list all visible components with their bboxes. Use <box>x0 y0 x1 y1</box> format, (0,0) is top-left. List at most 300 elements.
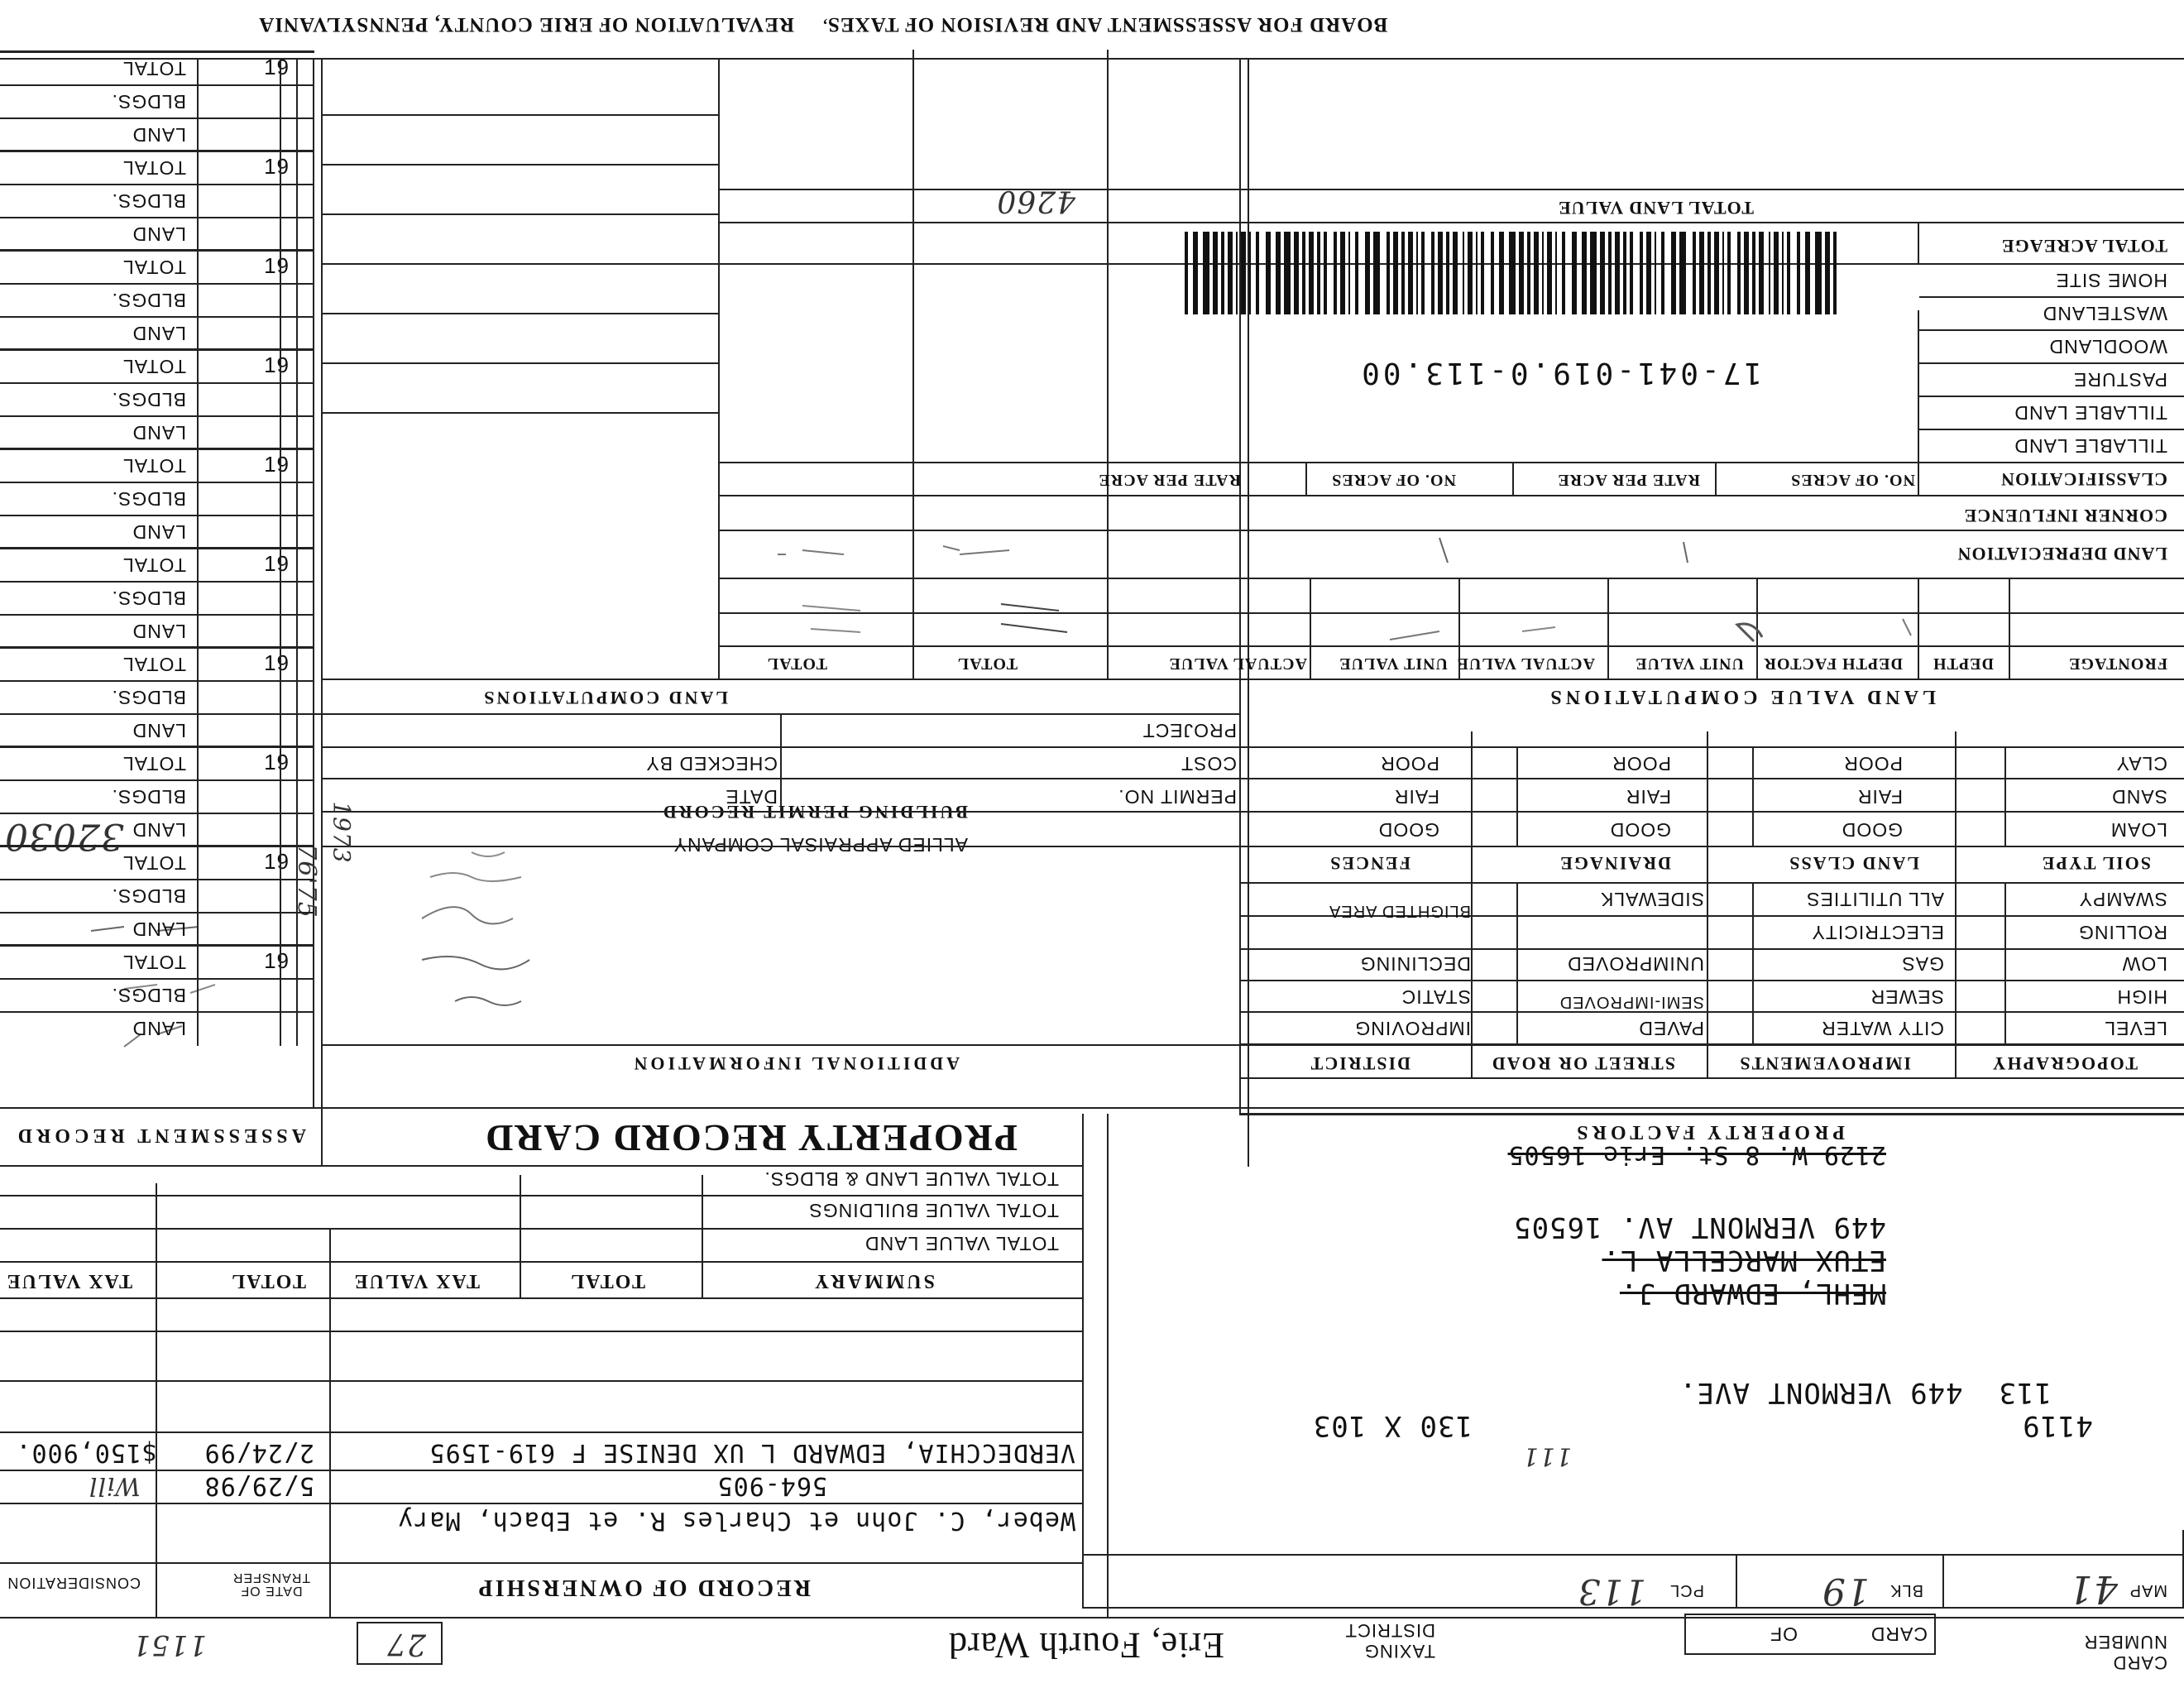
barcode-bar <box>1590 232 1597 314</box>
rule <box>720 189 2184 190</box>
barcode-bar <box>1699 232 1704 314</box>
assessment-row-rule <box>0 1011 314 1013</box>
assessment-row-rule <box>0 713 314 715</box>
land-class-poor: POOR <box>1843 753 1903 774</box>
summary-total-label: TOTAL <box>569 1270 645 1292</box>
checked-by-label: CHECKED BY <box>645 753 778 774</box>
summary-row-land: TOTAL VALUE LAND <box>864 1233 1059 1254</box>
district-code: 27 <box>386 1627 426 1661</box>
divider <box>321 58 323 1167</box>
col-unit-value-1: UNIT VALUE <box>1635 655 1744 673</box>
assessment-row-rule <box>0 515 314 516</box>
assessment-row-label: BLDGS. <box>111 687 186 708</box>
card-of-box <box>1684 1614 1936 1655</box>
rule <box>323 164 720 165</box>
rule <box>1241 746 2184 748</box>
topo-swampy: SWAMPY <box>2078 889 2167 910</box>
assessment-row-rule <box>0 316 314 318</box>
assessment-row-label: BLDGS. <box>111 91 186 113</box>
map-label: MAP <box>2129 1581 2167 1599</box>
assessment-year-prefix: 19 <box>264 154 290 179</box>
card-label: CARD <box>1870 1623 1928 1645</box>
card-number-label: CARD NUMBER <box>2083 1631 2167 1673</box>
district-code-handwritten: 1151 <box>132 1628 207 1662</box>
divider <box>313 58 314 1109</box>
street-unimproved: UNIMPROVED <box>1567 953 1704 975</box>
barcode-bar <box>1476 232 1478 314</box>
assessment-row-label: TOTAL <box>122 157 186 179</box>
blk-label: BLK <box>1889 1581 1923 1599</box>
class-home-site: HOME SITE <box>2055 270 2167 291</box>
assessment-year-handwritten: 76'75 <box>292 844 322 918</box>
rule <box>1919 296 2184 298</box>
barcode-bar <box>1623 232 1626 314</box>
parcel-barcode <box>1158 223 1861 314</box>
soil-sand: SAND <box>2111 786 2167 808</box>
assessment-row-rule <box>0 382 314 384</box>
assessment-year-prefix: 19 <box>264 551 290 576</box>
barcode-bar <box>1256 232 1259 314</box>
assessment-row-label: BLDGS. <box>111 885 186 907</box>
land-class-label: LAND CLASS <box>1788 853 1919 874</box>
owner-row-2-date: 5/29/98 <box>204 1471 314 1500</box>
col-depth-factor: DEPTH FACTOR <box>1763 655 1903 673</box>
land-computations-title: LAND COMPUTATIONS <box>481 688 728 708</box>
rule <box>323 746 1241 748</box>
consideration-label: CONSIDERATION <box>7 1575 141 1591</box>
permit-cost-label: COST <box>1181 753 1237 774</box>
barcode-bar <box>1582 232 1587 314</box>
col-depth: DEPTH <box>1933 655 1994 673</box>
assessment-row-label: LAND <box>132 819 186 841</box>
barcode-bar <box>1805 232 1810 314</box>
owner-row-3-consideration: $150,900. <box>15 1438 157 1467</box>
barcode-bar <box>1491 232 1494 314</box>
rule <box>0 1562 1084 1564</box>
rule <box>1241 948 2184 950</box>
rule <box>0 1470 1084 1471</box>
rule <box>1919 429 2184 430</box>
class-wasteland: WASTELAND <box>2042 303 2167 324</box>
barcode-bar <box>1815 232 1822 314</box>
assessment-row-label: LAND <box>132 918 186 940</box>
divider <box>1512 463 1514 496</box>
barcode-bar <box>1527 232 1530 314</box>
rule <box>1241 882 2184 884</box>
map-value: 41 <box>2067 1567 2118 1612</box>
assessment-row-label: BLDGS. <box>111 985 186 1006</box>
assessment-row-label: TOTAL <box>122 58 186 79</box>
rule <box>0 1431 1084 1433</box>
col-unit-value-2: UNIT VALUE <box>1339 655 1448 673</box>
topo-low: LOW <box>2121 953 2167 975</box>
owner-line-1: MEHL, EDWARD J. <box>1619 1277 1886 1310</box>
divider <box>1918 310 1919 496</box>
rule <box>1084 1554 2184 1556</box>
district-improving: IMPROVING <box>1354 1018 1471 1039</box>
barcode-bar <box>1714 232 1719 314</box>
soil-loam: LOAM <box>2110 819 2167 841</box>
barcode-bar <box>1825 232 1830 314</box>
assessment-row-label: LAND <box>132 323 186 344</box>
land-class-fair: FAIR <box>1856 786 1903 808</box>
divider <box>1516 884 1518 1046</box>
barcode-bar <box>1266 232 1271 314</box>
summary-title: SUMMARY <box>812 1270 935 1292</box>
divider <box>1107 1114 1109 1618</box>
barcode-bar <box>1655 232 1656 314</box>
barcode-bar <box>1302 232 1305 314</box>
assessment-row-label: BLDGS. <box>111 488 186 510</box>
assessment-year-prefix: 19 <box>264 750 290 774</box>
rule <box>323 362 720 364</box>
divider <box>520 1175 521 1299</box>
barcode-bar <box>1324 232 1327 314</box>
rule <box>720 679 2184 680</box>
barcode-bar <box>1401 232 1405 314</box>
barcode-parcel-id: 17-041-019.0-113.00 <box>1358 356 1762 390</box>
class-tillable-land-1: TILLABLE LAND <box>2014 435 2167 457</box>
col-frontage: FRONTAGE <box>2068 655 2167 673</box>
assessment-row-label: TOTAL <box>122 257 186 278</box>
rule <box>323 263 720 265</box>
barcode-bar <box>1185 232 1188 314</box>
property-factors-title: PROPERTY FACTORS <box>1573 1121 1845 1143</box>
divider <box>156 1183 157 1332</box>
rule <box>720 645 2184 647</box>
corner-influence-label: CORNER INFLUENCE <box>1963 506 2167 526</box>
owner-line-3: 449 VERMONT AV. 16505 <box>1513 1211 1886 1244</box>
owner-row-1-name: Weber, C. John et Charles R. et Ebach, Mary <box>397 1506 1075 1535</box>
barcode-bar <box>1707 232 1711 314</box>
permit-date-label: DATE <box>725 786 778 808</box>
impr-electricity: ELECTRICITY <box>1811 922 1944 943</box>
rule <box>1241 980 2184 981</box>
barcode-bar <box>1348 232 1350 314</box>
barcode-bar <box>1453 232 1458 314</box>
drainage-good: GOOD <box>1609 819 1671 841</box>
barcode-bar <box>1722 232 1724 314</box>
street-sidewalk: SIDEWALK <box>1599 889 1704 910</box>
assessment-year-prefix: 19 <box>264 948 290 973</box>
rule <box>1919 396 2184 397</box>
barcode-bar <box>1744 232 1749 314</box>
barcode-bar <box>1787 232 1790 314</box>
assessment-row-label: LAND <box>132 422 186 444</box>
total-acreage-label: TOTAL ACREAGE <box>2000 236 2167 257</box>
assessment-row-label: BLDGS. <box>111 587 186 609</box>
barcode-bar <box>1284 232 1291 314</box>
owner-row-3-name: VERDECCHIA, EDWARD L UX DENISE F 619-1595 <box>429 1438 1075 1467</box>
assessment-col-divider <box>280 58 281 1046</box>
barcode-bar <box>1431 232 1434 314</box>
impr-city-water: CITY WATER <box>1821 1018 1944 1039</box>
strip-rule <box>0 1617 2184 1618</box>
lot-dimensions: 130 X 103 <box>1312 1409 1473 1442</box>
pcl-label: PCL <box>1669 1581 1704 1599</box>
col-actual-value-1: ACTUAL VALUE <box>1456 655 1595 673</box>
barcode-bar <box>1203 232 1209 314</box>
barcode-bar <box>1463 232 1464 314</box>
divider <box>702 1175 703 1299</box>
drainage-label: DRAINAGE <box>1559 853 1671 874</box>
barcode-bar <box>1334 232 1337 314</box>
land-value-scribbles <box>736 578 2019 644</box>
assessment-block-rule <box>0 448 314 450</box>
fences-fair: FAIR <box>1393 786 1439 808</box>
divider <box>1736 1556 1737 1609</box>
rule <box>1241 1077 2184 1079</box>
soil-type-label: SOIL TYPE <box>2040 853 2151 874</box>
assessment-row-rule <box>0 879 314 880</box>
lot-and-address <box>1679 1376 2052 1409</box>
lot-no: 113 <box>1998 1376 2052 1409</box>
owner-row-2-name: 564-905 <box>716 1471 827 1500</box>
barcode-bar <box>1421 232 1425 314</box>
assessment-row-label: LAND <box>132 621 186 642</box>
divider <box>329 1230 331 1618</box>
topo-level: LEVEL <box>2104 1018 2167 1039</box>
fences-label: FENCES <box>1329 853 1410 874</box>
summary-tax-value-label-2: TAX VALUE <box>5 1270 132 1292</box>
divider <box>1918 223 1919 265</box>
assessment-row-rule <box>0 184 314 185</box>
assessment-row-label: TOTAL <box>122 654 186 675</box>
barcode-bar <box>1671 232 1676 314</box>
classification-label: CLASSIFICATION <box>2000 469 2167 490</box>
owner-line-2: ETUX MARCELLA L. <box>1602 1244 1886 1277</box>
assessment-row-label: LAND <box>132 720 186 741</box>
divider <box>1082 1114 1084 1609</box>
land-class-good: GOOD <box>1841 819 1903 841</box>
drainage-poor: POOR <box>1612 753 1671 774</box>
rule <box>0 1228 1084 1230</box>
barcode-bar <box>1727 232 1731 314</box>
owner-row-2-consideration: Will <box>88 1471 141 1500</box>
assessment-col-divider <box>296 58 298 1046</box>
rule <box>720 495 2184 496</box>
barcode-bar <box>1615 232 1620 314</box>
street-or-road-label: STREET OR ROAD <box>1490 1053 1675 1074</box>
barcode-bar <box>1340 232 1345 314</box>
rule <box>323 213 720 215</box>
col-total-2: TOTAL <box>766 655 827 673</box>
rule <box>1919 329 2184 331</box>
barcode-bar <box>1393 232 1398 314</box>
assessment-year-prefix: 19 <box>264 55 290 79</box>
assessment-row-label: TOTAL <box>122 356 186 377</box>
assessment-block-rule <box>0 50 314 53</box>
barcode-bar <box>1774 232 1779 314</box>
summary-tax-value-label: TAX VALUE <box>352 1270 480 1292</box>
additional-info-title: ADDITIONAL INFORMATION <box>630 1053 960 1074</box>
assessment-record-title: ASSESSMENT RECORD <box>13 1125 306 1146</box>
divider <box>1752 884 1754 1046</box>
barcode-bar <box>1542 232 1544 314</box>
rule <box>1241 811 2184 813</box>
assessment-row-label: TOTAL <box>122 753 186 774</box>
assessment-row-label: LAND <box>132 521 186 543</box>
old-address: 2129 W. 8 St. Erie 16505 <box>1507 1140 1886 1169</box>
assessment-year-prefix: 19 <box>264 849 290 874</box>
barcode-bar <box>1509 232 1516 314</box>
revaluation-title: REVALUATION OF ERIE COUNTY, PENNSYLVANIA <box>258 13 794 36</box>
barcode-bar <box>1600 232 1605 314</box>
barcode-bar <box>1355 232 1358 314</box>
barcode-bar <box>1309 232 1314 314</box>
rule <box>0 1380 1084 1382</box>
taxing-district-label: TAXING DISTRICT <box>1344 1619 1435 1662</box>
district-blighted-area: BLIGHTED AREA <box>1329 902 1471 920</box>
assessment-row-label: LAND <box>132 223 186 245</box>
depreciation-scribbles <box>736 534 1936 567</box>
district-label: DISTRICT <box>1309 1053 1410 1074</box>
soil-clay: CLAY <box>2115 753 2167 774</box>
assessment-row-rule <box>0 283 314 285</box>
assessment-row-label: LAND <box>132 1018 186 1039</box>
barcode-bar <box>1797 232 1800 314</box>
property-record-card-title: PROPERTY RECORD CARD <box>484 1117 1018 1159</box>
parcel-id: 4119 <box>2022 1409 2093 1442</box>
assessment-block-rule <box>0 646 314 649</box>
assessment-year-prefix: 19 <box>264 253 290 278</box>
rule <box>323 1044 1241 1046</box>
summary-total-label-2: TOTAL <box>230 1270 306 1292</box>
barcode-bar <box>1438 232 1443 314</box>
rule <box>323 412 720 414</box>
barcode-bar <box>1640 232 1643 314</box>
barcode-bar <box>1519 232 1524 314</box>
street-semi-improved: SEMI-IMPROVED <box>1559 993 1704 1011</box>
topography-label: TOPOGRAPHY <box>1990 1053 2138 1074</box>
divider <box>718 58 720 679</box>
divider <box>1516 748 1518 847</box>
barcode-bar <box>1249 232 1251 314</box>
summary-row-buildings: TOTAL VALUE BUILDINGS <box>808 1200 1059 1221</box>
barcode-bar <box>1241 232 1246 314</box>
assessment-row-rule <box>0 978 314 980</box>
assessment-block-rule <box>0 547 314 549</box>
assessment-year-prefix: 19 <box>264 650 290 675</box>
summary-row-land-bldgs: TOTAL VALUE LAND & BLDGS. <box>764 1168 1059 1190</box>
rule <box>0 1107 1249 1109</box>
assessment-block-rule <box>0 845 314 847</box>
assessment-block-rule <box>0 746 314 748</box>
assessment-row-rule <box>0 117 314 119</box>
assessment-year-prefix: 19 <box>264 352 290 377</box>
header-rule <box>0 58 2184 60</box>
divider <box>2004 884 2006 1046</box>
rule <box>1241 1043 2184 1046</box>
assessment-year-prefix: 19 <box>264 452 290 477</box>
allied-appraisal-company: ALLIED APPRAISAL COMPANY <box>673 834 968 856</box>
barcode-bar <box>1236 232 1238 314</box>
district-static: STATIC <box>1401 986 1471 1008</box>
rate-per-acre-label-1: RATE PER ACRE <box>1557 471 1700 489</box>
district-name: Erie, Fourth Ward <box>947 1625 1224 1666</box>
barcode-bar <box>1630 232 1633 314</box>
assessment-row-rule <box>0 680 314 682</box>
total-land-value-handwritten: 4260 <box>996 184 1075 218</box>
rule <box>0 1165 1084 1167</box>
assessment-row-label: BLDGS. <box>111 389 186 410</box>
rule <box>1241 1107 2184 1109</box>
barcode-bar <box>1387 232 1390 314</box>
assessment-row-rule <box>0 813 314 814</box>
barcode-bar <box>1446 232 1449 314</box>
rule <box>323 313 720 314</box>
impr-sewer: SEWER <box>1870 986 1944 1008</box>
barcode-bar <box>1562 232 1565 314</box>
rule <box>720 462 2184 463</box>
rule <box>0 1297 1084 1299</box>
barcode-bar <box>1608 232 1612 314</box>
barcode-bar <box>1317 232 1320 314</box>
assessment-block-rule <box>0 348 314 351</box>
barcode-bar <box>1534 232 1539 314</box>
col-actual-value-2: ACTUAL VALUE <box>1168 655 1307 673</box>
improvements-label: IMPROVEMENTS <box>1738 1053 1911 1074</box>
barcode-bar <box>1769 232 1770 314</box>
class-pasture: PASTURE <box>2073 369 2167 391</box>
assessment-block-rule <box>0 944 314 947</box>
assessment-row-rule <box>0 779 314 781</box>
rate-per-acre-label-2: RATE PER ACRE <box>1098 471 1241 489</box>
barcode-bar <box>1365 232 1370 314</box>
total-land-value-label: TOTAL LAND VALUE <box>1558 198 1754 218</box>
of-label: OF <box>1770 1623 1798 1645</box>
barcode-bar <box>1679 232 1686 314</box>
assessment-row-label: BLDGS. <box>111 190 186 212</box>
assessment-row-rule <box>0 415 314 417</box>
barcode-bar <box>1408 232 1413 314</box>
assessment-total-handwritten: 32030 <box>4 815 124 857</box>
assessment-row-rule <box>0 482 314 483</box>
rule <box>1241 1011 2184 1013</box>
rule <box>323 114 720 116</box>
board-title: BOARD FOR ASSESSMENT AND REVISION OF TAXES <box>827 13 1388 36</box>
barcode-bar <box>1752 232 1755 314</box>
land-value-computations-title: LAND VALUE COMPUTATIONS <box>1546 686 1936 707</box>
assessment-row-rule <box>0 84 314 86</box>
divider <box>780 713 782 813</box>
date-of-transfer-label: DATE OF TRANSFER <box>232 1571 311 1598</box>
district-code-box <box>357 1622 443 1665</box>
barcode-bar <box>1294 232 1299 314</box>
divider <box>1942 1556 1944 1609</box>
assessment-row-rule <box>0 581 314 583</box>
class-woodland: WOODLAND <box>2048 336 2167 357</box>
barcode-bar <box>1737 232 1741 314</box>
barcode-bar <box>1213 232 1218 314</box>
project-label: PROJECT <box>1142 720 1237 741</box>
rule <box>323 811 1241 813</box>
divider <box>2004 748 2006 847</box>
barcode-bar <box>1499 232 1504 314</box>
blk-value: 19 <box>1822 1570 1870 1612</box>
col-total-1: TOTAL <box>956 655 1018 673</box>
land-depreciation-label: LAND DEPRECIATION <box>1956 544 2167 564</box>
assessment-row-rule <box>0 217 314 218</box>
drainage-fair: FAIR <box>1625 786 1671 808</box>
assessment-row-rule <box>0 614 314 616</box>
fences-good: GOOD <box>1377 819 1439 841</box>
rule <box>0 1331 1084 1332</box>
rule <box>1241 1113 2184 1115</box>
no-of-acres-label-1: NO. OF ACRES <box>1790 471 1915 489</box>
barcode-bar <box>1555 232 1557 314</box>
assessment-block-rule <box>0 249 314 252</box>
